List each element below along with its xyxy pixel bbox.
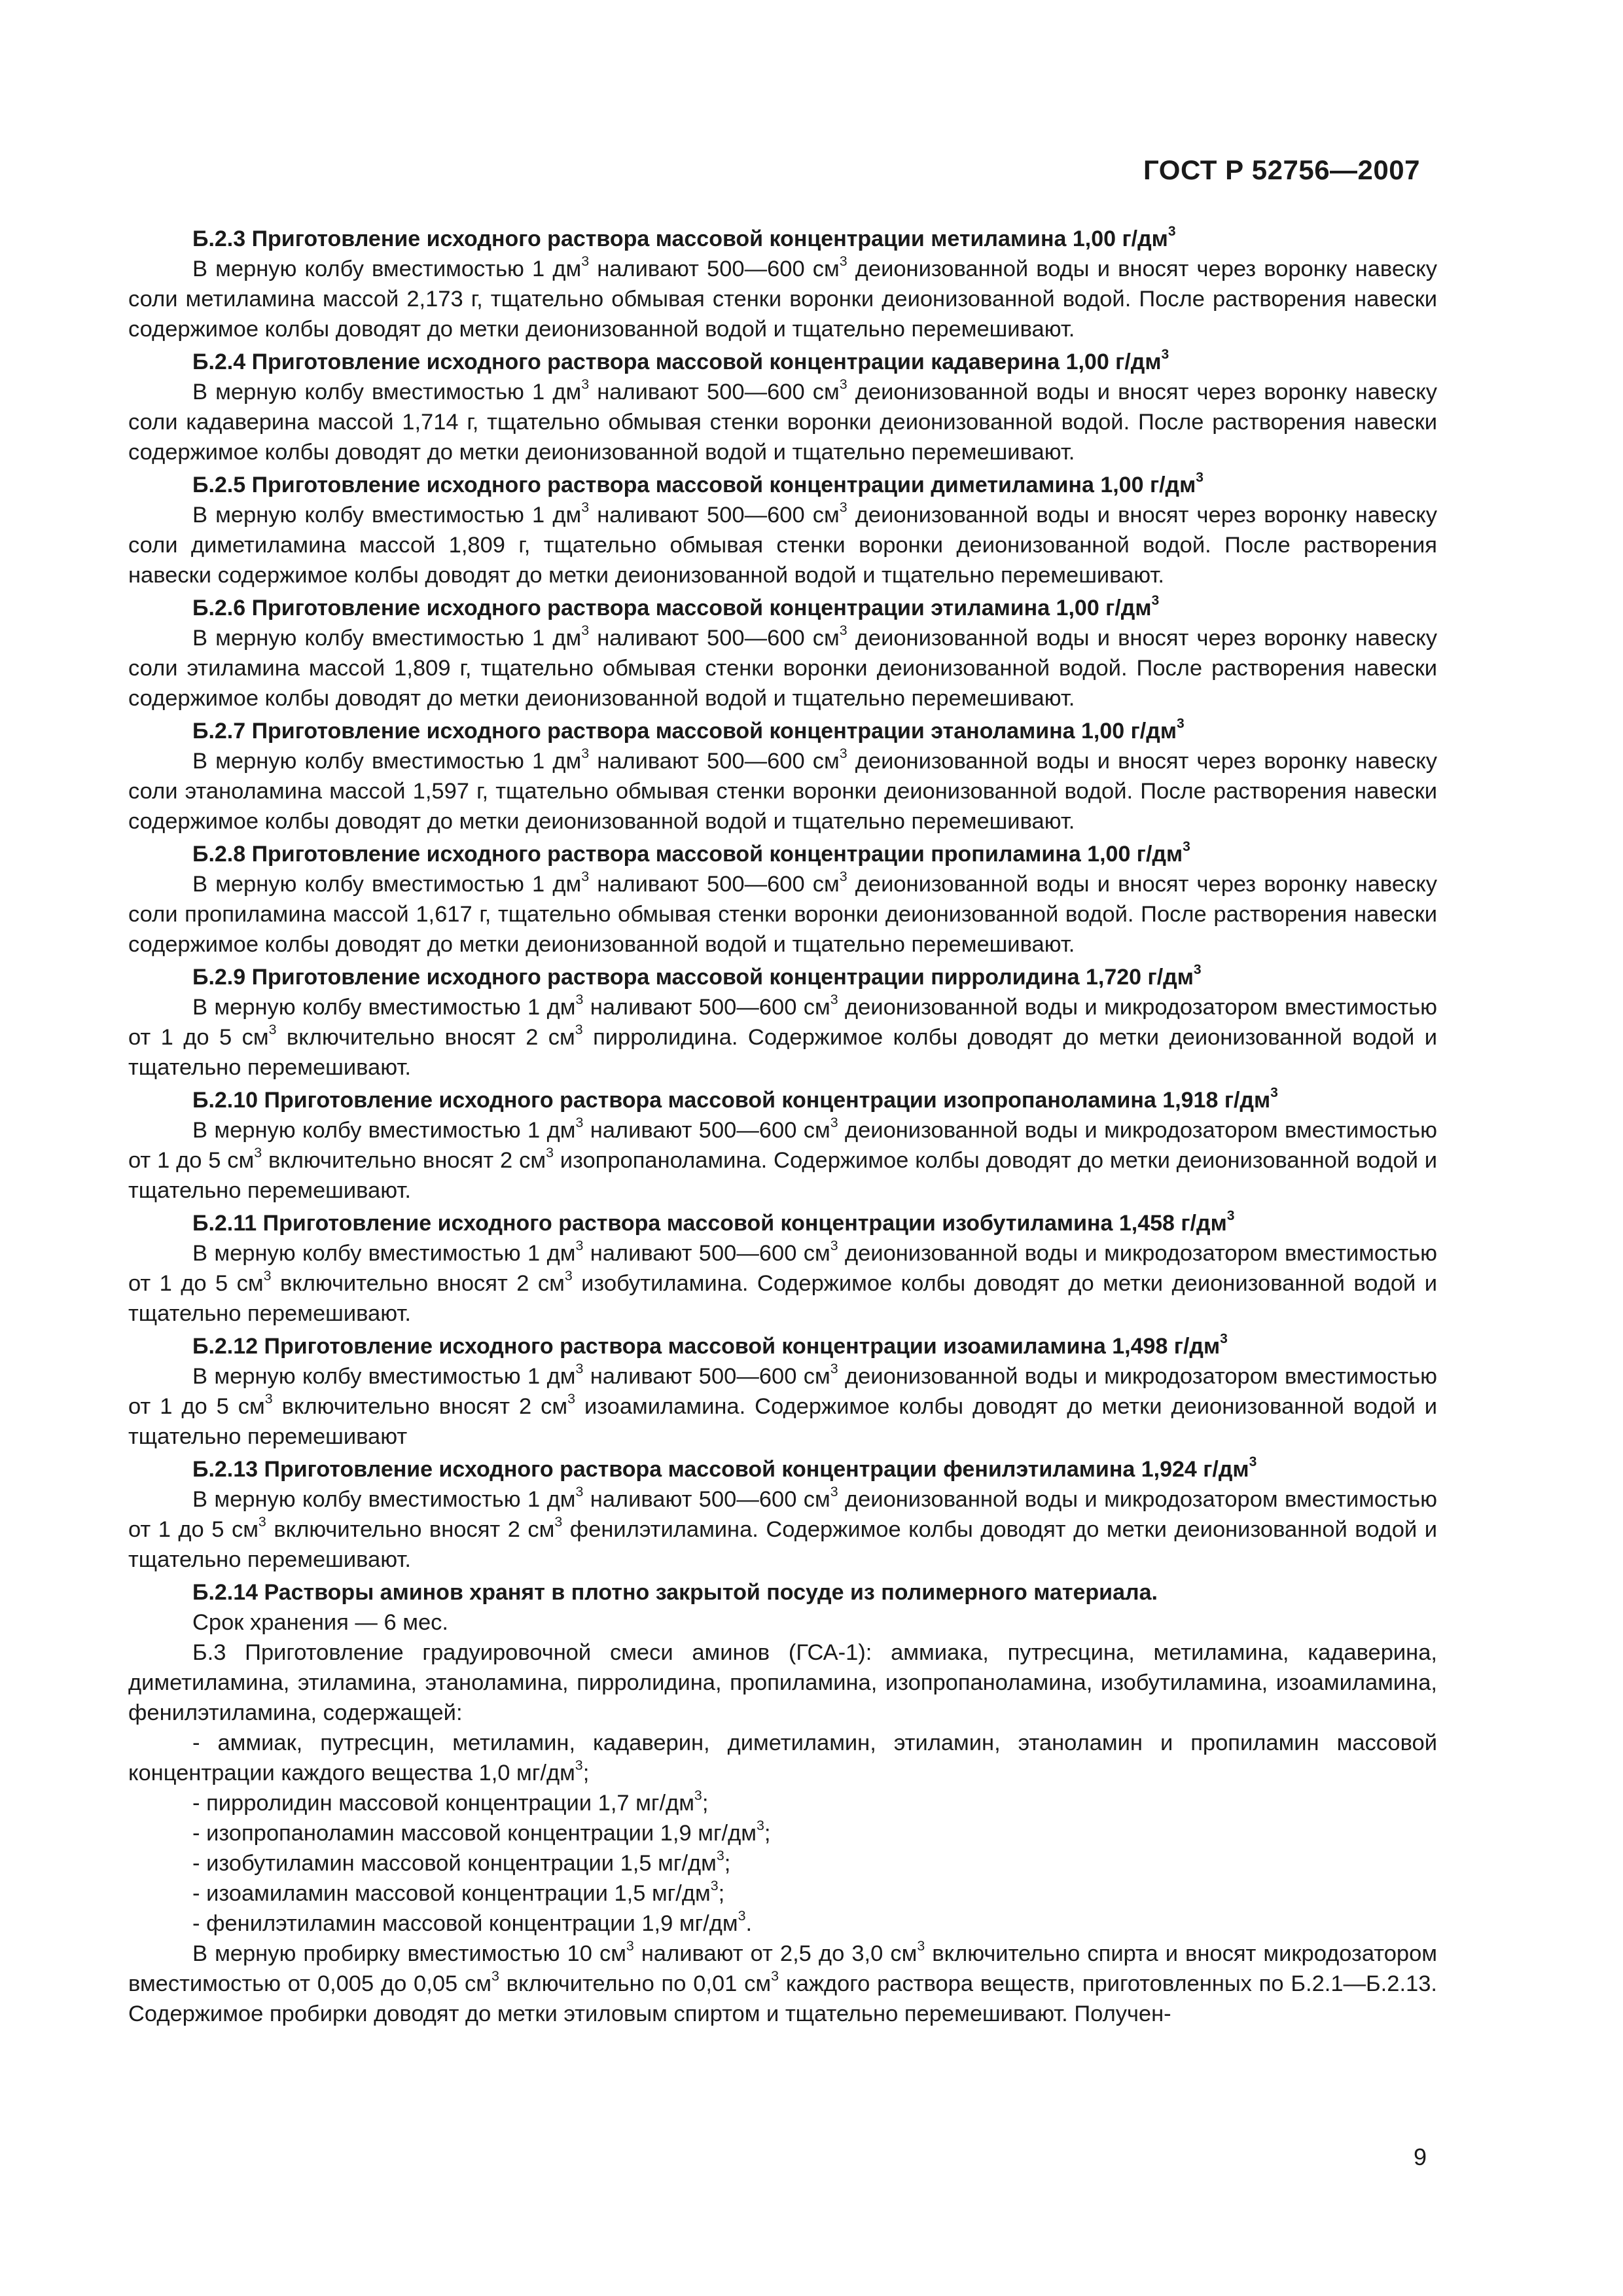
section-heading: Б.2.7 Приготовление исходного раствора массовой концентрации этаноламина 1,00 $г/дм^3$	[192, 716, 1185, 744]
paragraph: В мерную колбу вместимостью 1 $дм^3$ наливают 500—600 $см^3$ деионизованной воды и микродозатором вместимостью от 1 до 5 $см^3$ включительно вносят 2 $см^3$ фенилэтиламина. Содержимое колбы доводят до метки деионизованной водой и тщательно перемешивают.	[128, 1483, 1438, 1572]
list-item: - изопропаноламин массовой концентрации 1,9 $мг/дм^3$;	[192, 1817, 771, 1846]
section-heading: Б.2.12 Приготовление исходного раствора массовой концентрации изоамиламина 1,498 $г/дм^3$	[192, 1331, 1228, 1359]
paragraph: В мерную колбу вместимостью 1 $дм^3$ наливают 500—600 $см^3$ деионизованной воды и микродозатором вместимостью от 1 до 5 $см^3$ включительно вносят 2 $см^3$ изопропаноламина. Содержимое колбы доводят до метки деионизованной водой и тщательно перемешивают.	[128, 1114, 1438, 1203]
list-item: - фенилэтиламин массовой концентрации 1,9 $мг/дм^3$.	[192, 1907, 753, 1936]
paragraph: В мерную колбу вместимостью 1 $дм^3$ наливают 500—600 $см^3$ деионизованной воды и микродозатором вместимостью от 1 до 5 $см^3$ включительно вносят 2 $см^3$ пирролидина. Содержимое колбы доводят до метки деионизованной водой и тщательно перемешивают.	[128, 991, 1437, 1080]
paragraph: В мерную колбу вместимостью 1 $дм^3$ наливают 500—600 $см^3$ деионизованной воды и вносят через воронку навеску соли метиламина массой 2,173 г, тщательно обмывая стенки воронки деионизованной водой. После растворения навески содержимое колбы доводят до метки деионизованной водой и тщательно перемешивают.	[128, 253, 1438, 342]
paragraph: Срок хранения — 6 мес.	[192, 1610, 449, 1635]
page-number: 9	[1413, 2144, 1427, 2170]
list-item: - изобутиламин массовой концентрации 1,5 $мг/дм^3$;	[192, 1847, 731, 1876]
section-heading: Б.2.4 Приготовление исходного раствора массовой концентрации кадаверина 1,00 $г/дм^3$	[192, 347, 1169, 374]
section-heading: Б.2.5 Приготовление исходного раствора массовой концентрации диметиламина 1,00 $г/дм^3$	[192, 470, 1204, 497]
paragraph: Б.3 Приготовление градуировочной смеси аминов (ГСА-1): аммиака, путресцина, метиламина, кадаверина, диметиламина, этиламина, этаноламина, пирролидина, пропиламина, изопропаноламина, изобутиламина, изоамиламина, фенилэтиламина, содержащей:	[128, 1640, 1437, 1725]
document-body	[128, 221, 1437, 2029]
section-heading: Б.2.6 Приготовление исходного раствора массовой концентрации этиламина 1,00 $г/дм^3$	[192, 593, 1160, 620]
paragraph: В мерную колбу вместимостью 1 $дм^3$ наливают 500—600 $см^3$ деионизованной воды и вносят через воронку навеску соли кадаверина массой 1,714 г, тщательно обмывая стенки воронки деионизованной водой. После растворения навески содержимое колбы доводят до метки деионизованной водой и тщательно перемешивают.	[128, 376, 1438, 465]
list-item: - изоамиламин массовой концентрации 1,5 $мг/дм^3$;	[192, 1877, 725, 1906]
paragraph: В мерную колбу вместимостью 1 $дм^3$ наливают 500—600 $см^3$ деионизованной воды и вносят через воронку навеску соли этиламина массой 1,809 г, тщательно обмывая стенки воронки деионизованной водой. После растворения навески содержимое колбы доводят до метки деионизованной водой и тщательно перемешивают.	[128, 622, 1438, 711]
list-item: - аммиак, путресцин, метиламин, кадаверин, диметиламин, этиламин, этаноламин и пропиламин массовой концентрации каждого вещества 1,0 $мг/дм^3$;	[128, 1731, 1437, 1785]
paragraph: В мерную колбу вместимостью 1 $дм^3$ наливают 500—600 $см^3$ деионизованной воды и вносят через воронку навеску соли этаноламина массой 1,597 г, тщательно обмывая стенки воронки деионизованной водой. После растворения навески содержимое колбы доводят до метки деионизованной водой и тщательно перемешивают.	[128, 745, 1438, 834]
section-heading: Б.2.11 Приготовление исходного раствора массовой концентрации изобутиламина 1,458 $г/дм^3$	[192, 1208, 1235, 1236]
list-item: - пирролидин массовой концентрации 1,7 $мг/дм^3$;	[192, 1787, 709, 1816]
section-heading: Б.2.3 Приготовление исходного раствора массовой концентрации метиламина 1,00 $г/дм^3$	[192, 224, 1176, 251]
paragraph: В мерную колбу вместимостью 1 $дм^3$ наливают 500—600 $см^3$ деионизованной воды и микродозатором вместимостью от 1 до 5 $см^3$ включительно вносят 2 $см^3$ изобутиламина. Содержимое колбы доводят до метки деионизованной водой и тщательно перемешивают.	[128, 1237, 1438, 1326]
paragraph: В мерную пробирку вместимостью 10 $см^3$ наливают от 2,5 до 3,0 $см^3$ включительно спирта и вносят микродозатором вместимостью от 0,005 до 0,05 $см^3$ включительно по 0,01 $см^3$ каждого раствора веществ, приготовленных по Б.2.1—Б.2.13. Содержимое пробирки доводят до метки этиловым спиртом и тщательно перемешивают. Получен-	[128, 1937, 1437, 2026]
section-heading: Б.2.14 Растворы аминов хранят в плотно закрытой посуде из полимерного материала.	[192, 1580, 1158, 1605]
section-heading: Б.2.10 Приготовление исходного раствора массовой концентрации изопропаноламина 1,918 $г/дм^3$	[192, 1085, 1278, 1113]
paragraph: В мерную колбу вместимостью 1 $дм^3$ наливают 500—600 $см^3$ деионизованной воды и микродозатором вместимостью от 1 до 5 $см^3$ включительно вносят 2 $см^3$ изоамиламина. Содержимое колбы доводят до метки деионизованной водой и тщательно перемешивают	[128, 1360, 1438, 1449]
document-number-header: ГОСТ Р 52756—2007	[1143, 154, 1420, 185]
section-heading: Б.2.13 Приготовление исходного раствора массовой концентрации фенилэтиламина 1,924 $г/дм^3$	[192, 1454, 1257, 1482]
section-heading: Б.2.8 Приготовление исходного раствора массовой концентрации пропиламина 1,00 $г/дм^3$	[192, 839, 1190, 867]
paragraph: В мерную колбу вместимостью 1 $дм^3$ наливают 500—600 $см^3$ деионизованной воды и вносят через воронку навеску соли пропиламина массой 1,617 г, тщательно обмывая стенки воронки деионизованной водой. После растворения навески содержимое колбы доводят до метки деионизованной водой и тщательно перемешивают.	[128, 868, 1438, 957]
paragraph: В мерную колбу вместимостью 1 $дм^3$ наливают 500—600 $см^3$ деионизованной воды и вносят через воронку навеску соли диметиламина массой 1,809 г, тщательно обмывая стенки воронки деионизованной водой. После растворения навески содержимое колбы доводят до метки деионизованной водой и тщательно перемешивают.	[128, 499, 1438, 588]
section-heading: Б.2.9 Приготовление исходного раствора массовой концентрации пирролидина 1,720 $г/дм^3$	[192, 962, 1202, 990]
